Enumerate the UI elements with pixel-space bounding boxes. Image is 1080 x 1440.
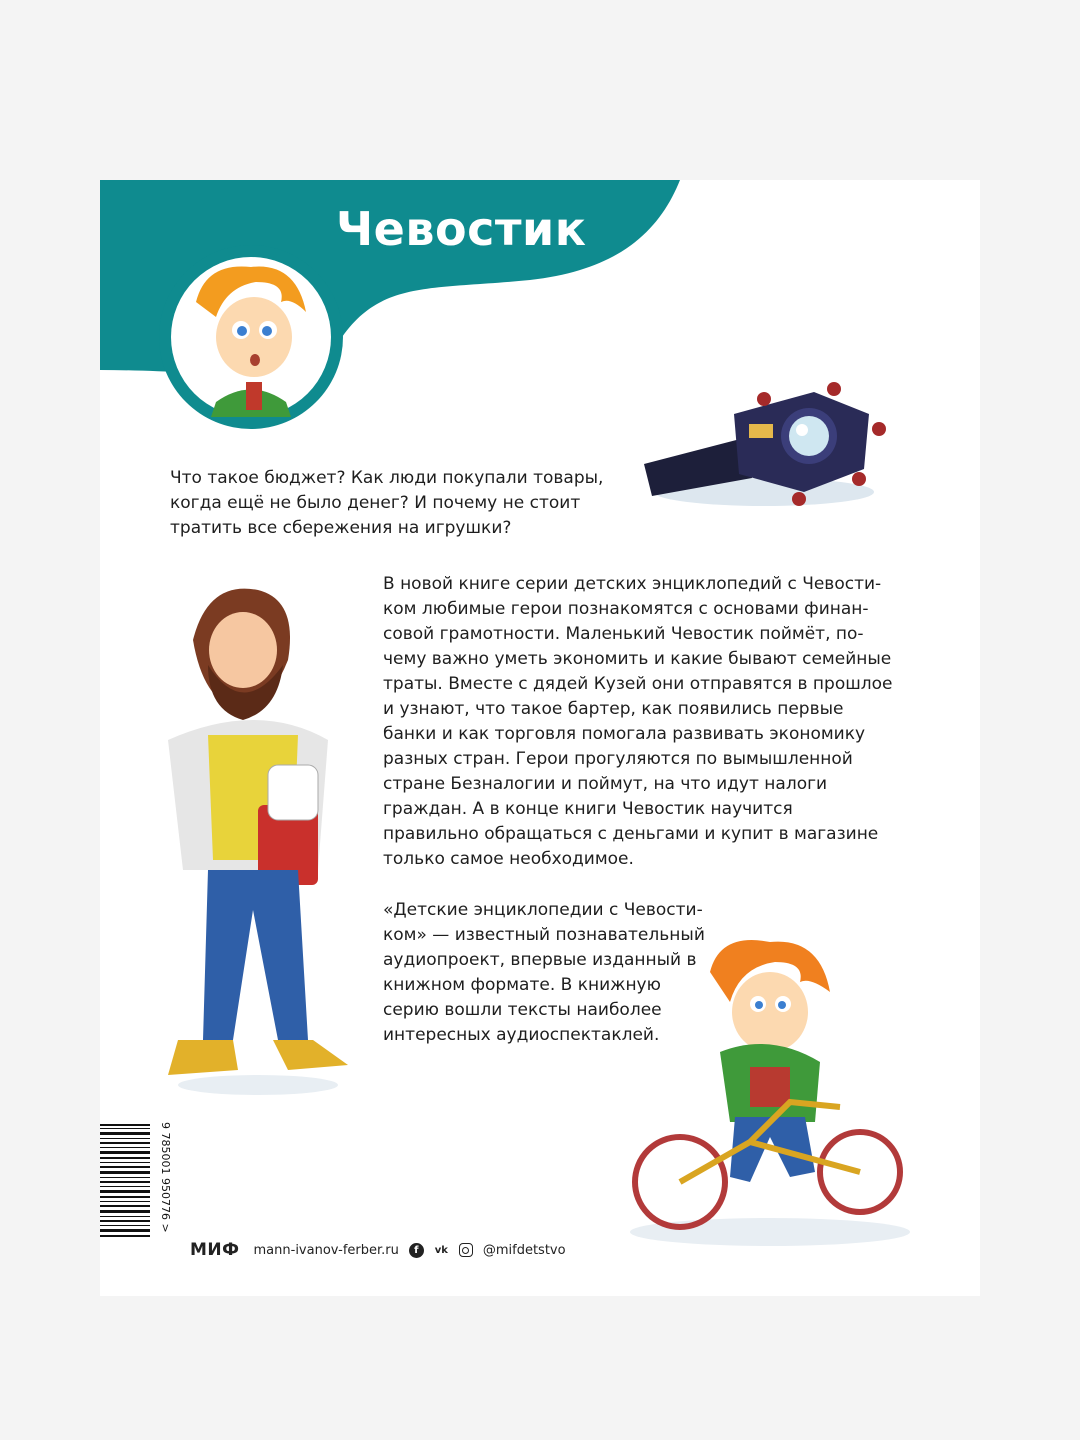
- description-text: [383, 572, 893, 872]
- publisher-logo: МИФ: [190, 1240, 240, 1260]
- vk-icon[interactable]: vk: [434, 1244, 448, 1256]
- intro-text: [170, 466, 620, 541]
- social-handle[interactable]: @mifdetstvo: [482, 1242, 566, 1258]
- intro-paragraph: Что такое бюджет? Как люди покупали товары, когда ещё не было денег? И почему не стоит тратить все сбережения на игрушки?: [170, 468, 604, 538]
- series-title: Чевостик: [336, 202, 587, 256]
- facebook-icon[interactable]: f: [409, 1243, 424, 1258]
- back-cover: [100, 180, 980, 1296]
- isbn-label: 9 785001 950776 >: [159, 1122, 172, 1233]
- publisher-footer: [190, 1238, 566, 1262]
- description-paragraph: В новой книге серии детских энциклопедий с Чевостиком любимые герои познакомятся с основами финансовой грамотности. Маленький Чевостик поймёт, почему важно уметь экономить и какие бывают семейные траты. Вместе с дядей Кузей они отправятся в прошлое и узнают, что такое бартер, как появились первые банки и как торговля помогала развивать экономику разных стран. Герои прогуляются по вымышленной стране Безналогии и поймут, на что идут налоги граждан. А в конце книги Чевостик научится правильно обращаться с деньгами и купит в магазине только самое необходимое.: [383, 574, 893, 869]
- chevostik-portrait: [156, 242, 346, 432]
- barcode: [100, 1122, 170, 1262]
- series-paragraph: «Детские энциклопедии с Чевостиком» — известный познавательный аудиопроект, впервые изданный в книжном формате. В книжную серию вошли тексты наиболее интересных аудиоспектаклей.: [383, 900, 705, 1045]
- chevostik-on-bike-illustration: [630, 932, 920, 1252]
- publisher-website[interactable]: mann-ivanov-ferber.ru: [253, 1242, 399, 1258]
- uncle-kuzya-illustration: [148, 570, 358, 1100]
- instagram-icon[interactable]: [459, 1243, 473, 1257]
- magnifier-gadget: [634, 374, 884, 514]
- barcode-bars: [100, 1122, 170, 1262]
